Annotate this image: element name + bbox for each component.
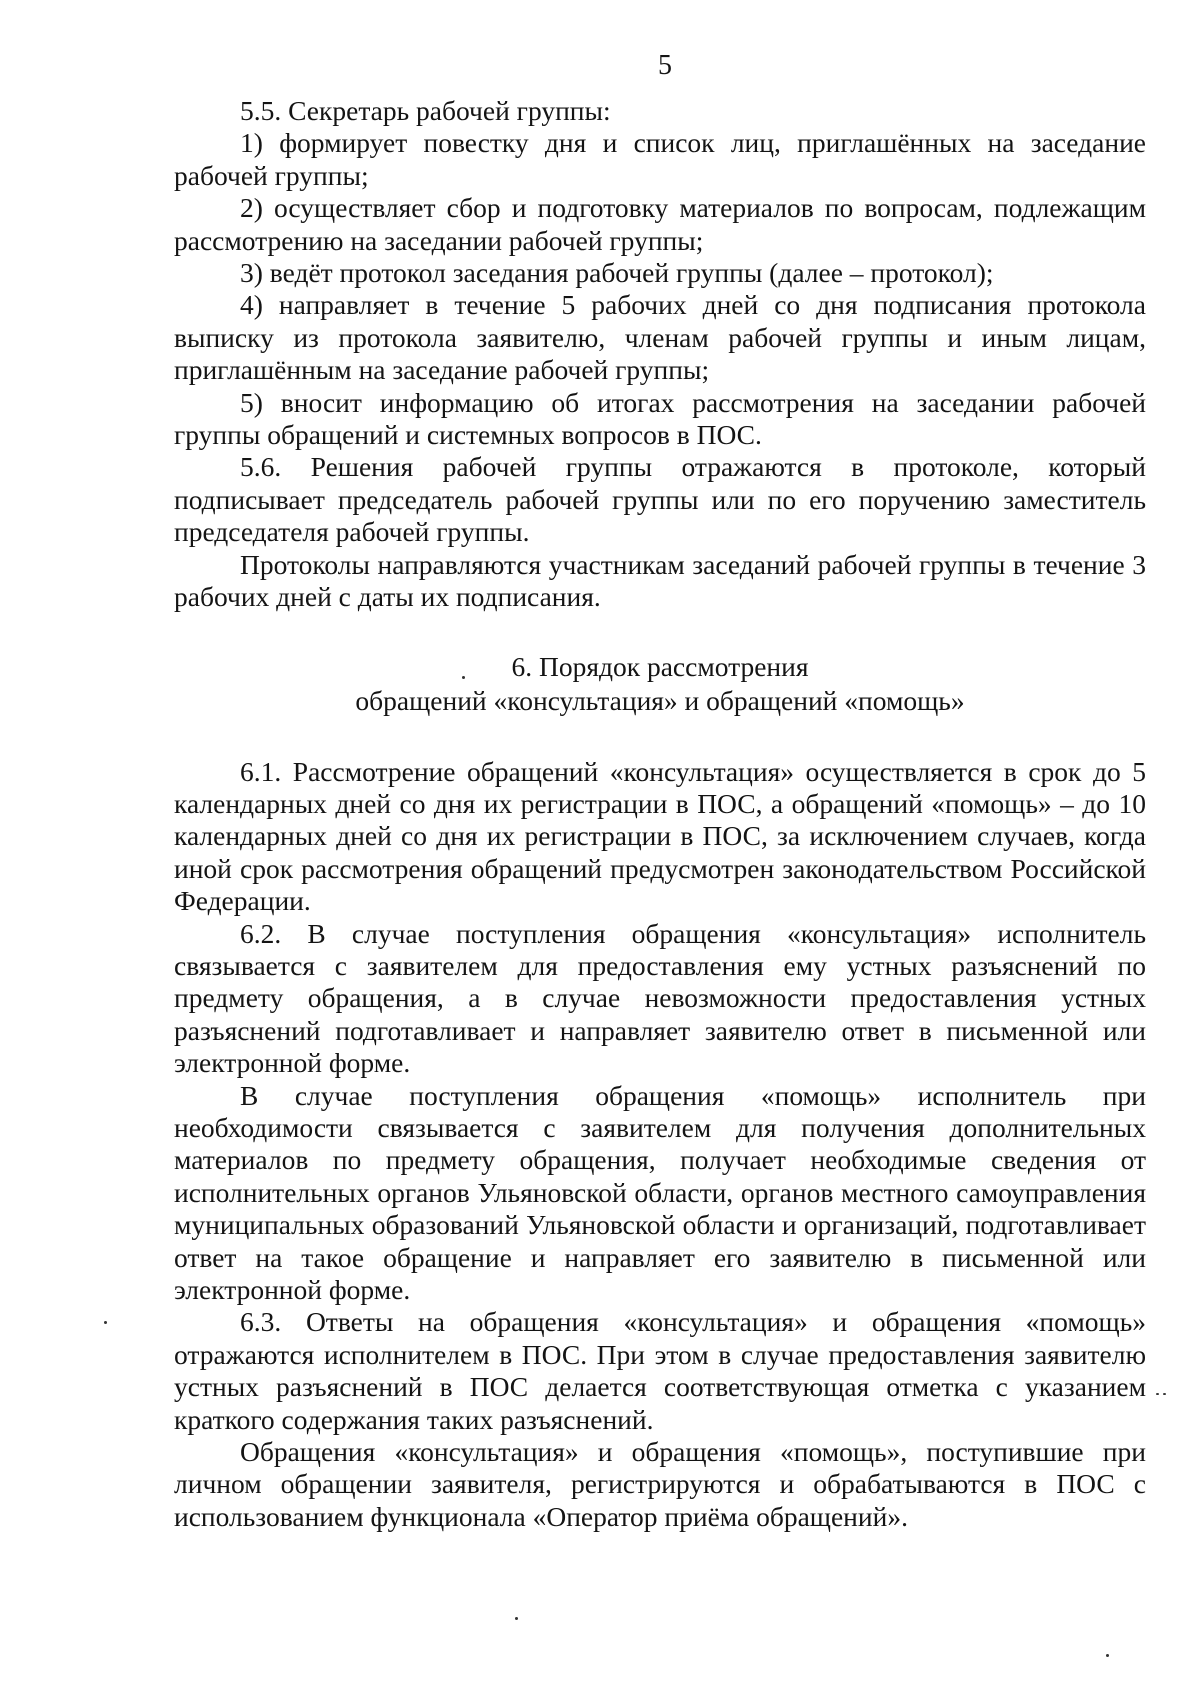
paragraph-5-5-item-4: 4) направляет в течение 5 рабочих дней со дня подписания протокола выписку из протокола заявителю, членам рабочей группы и иным лицам, приглашённым на заседание рабочей группы; bbox=[174, 289, 1146, 386]
paragraph-6-3-personal: Обращения «консультация» и обращения «помощь», поступившие при личном обращении заявителя, регистрируются и обрабатываются в ПОС с использованием функционала «Оператор приёма обращений». bbox=[174, 1436, 1146, 1532]
paragraph-6-1: 6.1. Рассмотрение обращений «консультация» осуществляется в срок до 5 календарных дней со дня их регистрации в ПОС, а обращений «помощь» – до 10 календарных дней со дня их регистрации в ПОС, за исключением случаев, когда иной срок рассмотрения обращений предусмотрен законодательством Российской Федерации. bbox=[174, 755, 1146, 917]
scan-speck bbox=[1163, 1393, 1166, 1395]
paragraph-5-5-item-3: 3) ведёт протокол заседания рабочей группы (далее – протокол); bbox=[240, 257, 994, 289]
paragraph-5-6: 5.6. Решения рабочей группы отражаются в протоколе, который подписывает председатель рабочей группы или по его поручению заместитель председателя рабочей группы. bbox=[174, 451, 1146, 548]
paragraph-protocols: Протоколы направляются участникам заседаний рабочей группы в течение 3 рабочих дней с даты их подписания. bbox=[174, 548, 1146, 613]
paragraph-5-5-item-2: 2) осуществляет сбор и подготовку материалов по вопросам, подлежащим рассмотрению на заседании рабочей группы; bbox=[174, 192, 1146, 256]
paragraph-5-5: 5.5. Секретарь рабочей группы: bbox=[240, 95, 611, 126]
page-number: 5 bbox=[658, 50, 672, 81]
scan-speck bbox=[104, 1321, 107, 1324]
scan-speck bbox=[462, 676, 465, 679]
scan-speck bbox=[1106, 1654, 1109, 1657]
spacer bbox=[174, 718, 1146, 756]
section-heading-line-2: обращений «консультация» и обращений «помощь» bbox=[355, 684, 965, 716]
paragraph-6-3: 6.3. Ответы на обращения «консультация» и обращения «помощь» отражаются исполнителем в ПОС. При этом в случае предоставления заявителю устных разъяснений в ПОС делается соответствующая отметка с указанием краткого содержания таких разъяснений. bbox=[174, 1306, 1146, 1435]
paragraph-5-5-item-1: 1) формирует повестку дня и список лиц, приглашённых на заседание рабочей группы; bbox=[174, 127, 1146, 191]
paragraph-6-2: 6.2. В случае поступления обращения «консультация» исполнитель связывается с заявителем для предоставления ему устных разъяснений по предмету обращения, а в случае невозможности предоставления устных разъяснений подготавливает и направляет заявителю ответ в письменной или электронной форме. bbox=[174, 917, 1146, 1079]
scan-speck bbox=[1156, 1393, 1159, 1395]
spacer bbox=[174, 614, 1146, 650]
paragraph-5-5-item-5: 5) вносит информацию об итогах рассмотрения на заседании рабочей группы обращений и системных вопросов в ПОС. bbox=[174, 386, 1146, 451]
paragraph-6-2-help: В случае поступления обращения «помощь» исполнитель при необходимости связывается с заявителем для получения дополнительных материалов по предмету обращения, получает необходимые сведения от исполнительных органов Ульяновской области, органов местного самоуправления муниципальных образований Ульяновской области и организаций, подготавливает ответ на такое обращение и направляет его заявителю в письменной или электронной форме. bbox=[174, 1079, 1146, 1305]
scan-speck bbox=[515, 1617, 518, 1620]
document-body bbox=[174, 95, 1146, 1533]
section-heading-line-1: 6. Порядок рассмотрения bbox=[511, 650, 809, 682]
